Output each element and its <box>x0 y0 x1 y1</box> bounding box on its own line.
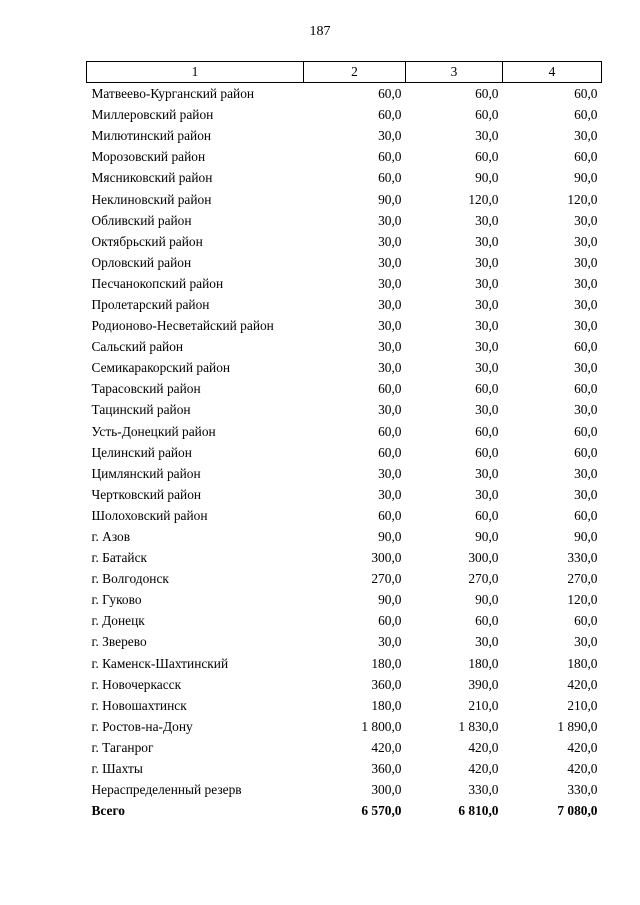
table-row <box>87 252 602 273</box>
value-col-4: 30,0 <box>574 465 598 481</box>
municipality-name: Усть-Донецкий район <box>91 423 216 439</box>
municipality-name: г. Волгодонск <box>91 571 169 587</box>
municipality-name: Тарасовский район <box>91 381 201 397</box>
table-row <box>87 674 602 695</box>
value-col-4: 60,0 <box>574 86 598 102</box>
page-number: 187 <box>309 24 331 39</box>
value-col-3: 30,0 <box>475 275 499 291</box>
municipality-name: г. Батайск <box>91 550 148 566</box>
table-row <box>87 357 602 378</box>
total-row <box>87 800 602 821</box>
value-col-4: 60,0 <box>574 613 598 629</box>
table-row <box>87 421 602 442</box>
municipality-name: г. Таганрог <box>91 739 154 755</box>
municipality-name: Семикаракорский район <box>91 360 231 376</box>
value-col-3: 90,0 <box>475 592 499 608</box>
value-col-4: 30,0 <box>574 402 598 418</box>
municipality-name: Цимлянский район <box>91 465 201 481</box>
value-col-4: 420,0 <box>567 761 598 777</box>
municipality-name: Шолоховский район <box>91 507 208 523</box>
total-col-2: 6 570,0 <box>361 803 402 819</box>
value-col-2: 60,0 <box>378 613 402 629</box>
value-col-2: 90,0 <box>378 592 402 608</box>
municipality-name: Милютинский район <box>91 128 212 144</box>
value-col-2: 30,0 <box>378 296 402 312</box>
municipality-name: Чертковский район <box>91 486 202 502</box>
municipality-name: Мясниковский район <box>91 170 213 186</box>
municipality-name: Песчанокопский район <box>91 275 224 291</box>
value-col-4: 330,0 <box>567 550 598 566</box>
value-col-4: 120,0 <box>567 191 598 207</box>
value-col-3: 1 830,0 <box>458 718 499 734</box>
value-col-4: 60,0 <box>574 339 598 355</box>
value-col-3: 330,0 <box>468 782 499 798</box>
table-row <box>87 294 602 315</box>
value-col-4: 60,0 <box>574 149 598 165</box>
value-col-3: 270,0 <box>468 571 499 587</box>
value-col-3: 30,0 <box>475 128 499 144</box>
value-col-2: 90,0 <box>378 191 402 207</box>
value-col-3: 30,0 <box>475 296 499 312</box>
municipality-name: Неклиновский район <box>91 191 212 207</box>
value-col-4: 30,0 <box>574 296 598 312</box>
value-col-3: 60,0 <box>475 444 499 460</box>
value-col-4: 30,0 <box>574 212 598 228</box>
value-col-2: 30,0 <box>378 486 402 502</box>
header-col-2: 2 <box>304 62 406 83</box>
municipality-name: Орловский район <box>91 254 192 270</box>
table-row <box>87 210 602 231</box>
table-row <box>87 737 602 758</box>
value-col-4: 90,0 <box>574 529 598 545</box>
table-row <box>87 716 602 737</box>
value-col-2: 180,0 <box>371 655 402 671</box>
value-col-4: 30,0 <box>574 486 598 502</box>
table-row <box>87 83 602 105</box>
value-col-4: 30,0 <box>574 254 598 270</box>
value-col-2: 30,0 <box>378 212 402 228</box>
value-col-3: 120,0 <box>468 191 499 207</box>
table-row <box>87 336 602 357</box>
table-row <box>87 463 602 484</box>
value-col-2: 60,0 <box>378 423 402 439</box>
value-col-4: 180,0 <box>567 655 598 671</box>
value-col-3: 30,0 <box>475 634 499 650</box>
table-row <box>87 231 602 252</box>
value-col-2: 420,0 <box>371 739 402 755</box>
header-col-4: 4 <box>503 62 602 83</box>
value-col-2: 60,0 <box>378 107 402 123</box>
value-col-3: 30,0 <box>475 212 499 228</box>
value-col-4: 420,0 <box>567 676 598 692</box>
value-col-3: 60,0 <box>475 86 499 102</box>
value-col-4: 30,0 <box>574 318 598 334</box>
table-row <box>87 399 602 420</box>
table-row <box>87 758 602 779</box>
value-col-3: 30,0 <box>475 402 499 418</box>
municipality-name: г. Новошахтинск <box>91 697 187 713</box>
table-row <box>87 547 602 568</box>
value-col-2: 360,0 <box>371 761 402 777</box>
value-col-3: 420,0 <box>468 761 499 777</box>
value-col-4: 420,0 <box>567 739 598 755</box>
municipality-name: г. Новочеркасск <box>91 676 182 692</box>
allocation-table <box>86 61 602 821</box>
table-row <box>87 779 602 800</box>
municipality-name: г. Каменск-Шахтинский <box>91 655 229 671</box>
table-row <box>87 146 602 167</box>
header-col-3: 3 <box>406 62 503 83</box>
municipality-name: г. Ростов-на-Дону <box>91 718 193 734</box>
value-col-3: 30,0 <box>475 360 499 376</box>
value-col-3: 420,0 <box>468 739 499 755</box>
value-col-3: 60,0 <box>475 507 499 523</box>
value-col-3: 60,0 <box>475 423 499 439</box>
value-col-2: 30,0 <box>378 254 402 270</box>
municipality-name: Обливский район <box>91 212 192 228</box>
value-col-2: 30,0 <box>378 275 402 291</box>
value-col-4: 1 890,0 <box>557 718 598 734</box>
value-col-4: 30,0 <box>574 233 598 249</box>
municipality-name: г. Азов <box>91 529 131 545</box>
table-header <box>87 62 602 83</box>
table-row <box>87 442 602 463</box>
value-col-4: 120,0 <box>567 592 598 608</box>
value-col-4: 330,0 <box>567 782 598 798</box>
value-col-4: 30,0 <box>574 128 598 144</box>
table-row <box>87 695 602 716</box>
municipality-name: Октябрьский район <box>91 233 203 249</box>
municipality-name: г. Зверево <box>91 634 147 650</box>
municipality-name: Сальский район <box>91 339 184 355</box>
value-col-3: 90,0 <box>475 170 499 186</box>
table-row <box>87 631 602 652</box>
table-row <box>87 188 602 209</box>
value-col-2: 300,0 <box>371 782 402 798</box>
value-col-4: 270,0 <box>567 571 598 587</box>
value-col-3: 60,0 <box>475 149 499 165</box>
municipality-name: Миллеровский район <box>91 107 214 123</box>
municipality-name: Пролетарский район <box>91 296 210 312</box>
table-row <box>87 273 602 294</box>
municipality-name: г. Шахты <box>91 761 143 777</box>
value-col-3: 300,0 <box>468 550 499 566</box>
value-col-2: 180,0 <box>371 697 402 713</box>
value-col-2: 30,0 <box>378 465 402 481</box>
table-row <box>87 653 602 674</box>
value-col-3: 60,0 <box>475 381 499 397</box>
value-col-3: 60,0 <box>475 107 499 123</box>
value-col-2: 360,0 <box>371 676 402 692</box>
value-col-4: 60,0 <box>574 507 598 523</box>
value-col-3: 390,0 <box>468 676 499 692</box>
table-row <box>87 589 602 610</box>
value-col-4: 30,0 <box>574 275 598 291</box>
value-col-2: 270,0 <box>371 571 402 587</box>
value-col-4: 30,0 <box>574 634 598 650</box>
municipality-name: г. Гуково <box>91 592 142 608</box>
value-col-3: 30,0 <box>475 486 499 502</box>
value-col-3: 30,0 <box>475 233 499 249</box>
value-col-2: 60,0 <box>378 86 402 102</box>
table-row <box>87 125 602 146</box>
value-col-4: 60,0 <box>574 423 598 439</box>
table-row <box>87 315 602 336</box>
value-col-2: 60,0 <box>378 170 402 186</box>
value-col-4: 210,0 <box>567 697 598 713</box>
header-col-1: 1 <box>87 62 304 83</box>
value-col-3: 60,0 <box>475 613 499 629</box>
table-row <box>87 568 602 589</box>
value-col-4: 60,0 <box>574 444 598 460</box>
value-col-3: 30,0 <box>475 318 499 334</box>
total-label: Всего <box>91 803 125 819</box>
value-col-2: 30,0 <box>378 233 402 249</box>
table-row <box>87 104 602 125</box>
municipality-name: Тацинский район <box>91 402 191 418</box>
value-col-2: 30,0 <box>378 402 402 418</box>
municipality-name: Матвеево-Курганский район <box>91 86 255 102</box>
value-col-4: 60,0 <box>574 381 598 397</box>
value-col-3: 30,0 <box>475 254 499 270</box>
value-col-2: 30,0 <box>378 634 402 650</box>
value-col-4: 30,0 <box>574 360 598 376</box>
value-col-2: 30,0 <box>378 360 402 376</box>
total-col-4: 7 080,0 <box>557 803 598 819</box>
value-col-4: 60,0 <box>574 107 598 123</box>
value-col-2: 60,0 <box>378 444 402 460</box>
table-row <box>87 484 602 505</box>
value-col-2: 1 800,0 <box>361 718 402 734</box>
value-col-3: 30,0 <box>475 339 499 355</box>
table-row <box>87 378 602 399</box>
municipality-name: Целинский район <box>91 444 192 460</box>
header-row <box>87 62 602 83</box>
value-col-3: 180,0 <box>468 655 499 671</box>
value-col-2: 60,0 <box>378 507 402 523</box>
value-col-2: 90,0 <box>378 529 402 545</box>
municipality-name: Родионово-Несветайский район <box>91 318 274 334</box>
total-col-3: 6 810,0 <box>458 803 499 819</box>
value-col-2: 30,0 <box>378 339 402 355</box>
municipality-name: Морозовский район <box>91 149 206 165</box>
value-col-2: 30,0 <box>378 318 402 334</box>
value-col-4: 90,0 <box>574 170 598 186</box>
table-row <box>87 610 602 631</box>
table-row <box>87 167 602 188</box>
value-col-3: 90,0 <box>475 529 499 545</box>
value-col-2: 60,0 <box>378 381 402 397</box>
municipality-name: г. Донецк <box>91 613 145 629</box>
value-col-2: 60,0 <box>378 149 402 165</box>
value-col-2: 30,0 <box>378 128 402 144</box>
table-row <box>87 505 602 526</box>
value-col-3: 210,0 <box>468 697 499 713</box>
table-body <box>87 83 602 822</box>
value-col-2: 300,0 <box>371 550 402 566</box>
municipality-name: Нераспределенный резерв <box>91 782 242 798</box>
value-col-3: 30,0 <box>475 465 499 481</box>
table-row <box>87 526 602 547</box>
